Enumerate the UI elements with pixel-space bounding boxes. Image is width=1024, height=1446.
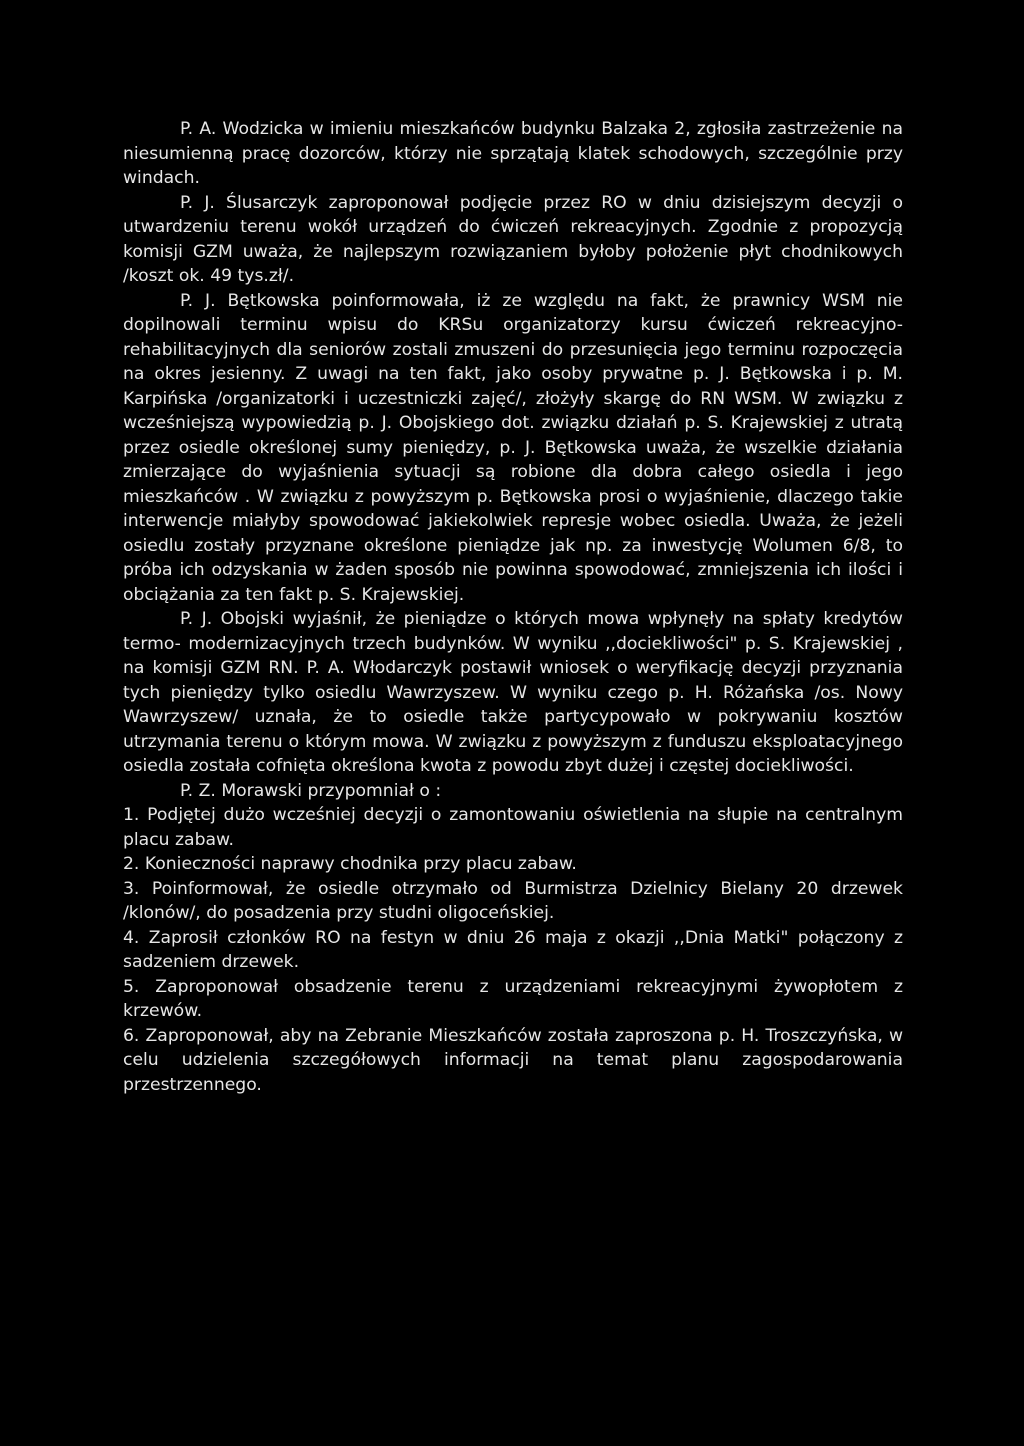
list-item-1: 1. Podjętej dużo wcześniej decyzji o zamontowaniu oświetlenia na słupie na centralnym placu zabaw.: [123, 805, 903, 850]
list-item-6: 6. Zaproponował, aby na Zebranie Mieszkańców została zaproszona p. H. Troszczyńska, w celu udzielenia szczegółowych informacji na temat planu zagospodarowania przestrzennego.: [123, 1025, 903, 1095]
list-item-2: 2. Konieczności naprawy chodnika przy placu zabaw.: [123, 854, 577, 874]
paragraph-wodzicka: P. A. Wodzicka w imieniu mieszkańców budynku Balzaka 2, zgłosiła zastrzeżenie na niesumienną pracę dozorców, którzy nie sprzątają klatek schodowych, szczególnie przy windach.: [123, 119, 903, 188]
paragraph-morawski: P. Z. Morawski przypomniał o :: [180, 780, 442, 801]
paragraph-obojski: P. J. Obojski wyjaśnił, że pieniądze o których mowa wpłynęły na spłaty kredytów termo- modernizacyjnych trzech budynków. W wyniku ,,dociekliwości" p. S. Krajewskiej , na komisji GZM RN. P. A. Włodarczyk postawił wniosek o weryfikację decyzji przyznania tych pieniędzy tylko osiedlu Wawrzyszew. W wyniku czego p. H. Różańska /os. Nowy Wawrzyszew/ uznała, że to osiedle także partycypowało w pokrywaniu kosztów utrzymania terenu o którym mowa. W związku z powyższym z funduszu eksploatacyjnego osiedla została cofnięta określona kwota z powodu zbyt dużej i częstej dociekliwości.: [123, 609, 903, 776]
paragraph-betkowska: P. J. Bętkowska poinformowała, iż ze względu na fakt, że prawnicy WSM nie dopilnowali terminu wpisu do KRSu organizatorzy kursu ćwiczeń rekreacyjno-rehabilitacyjnych dla seniorów zostali zmuszeni do przesunięcia jego terminu rozpoczęcia na okres jesienny. Z uwagi na ten fakt, jako osoby prywatne p. J. Bętkowska i p. M. Karpińska /organizatorki i uczestniczki zajęć/, złożyły skargę do RN WSM. W związku z wcześniejszą wypowiedzią p. J. Obojskiego dot. związku działań p. S. Krajewskiej z utratą przez osiedle określonej sumy pieniędzy, p. J. Bętkowska uważa, że wszelkie działania zmierzające do wyjaśnienia sytuacji są robione dla dobra całego osiedla i jego mieszkańców . W związku z powyższym p. Bętkowska prosi o wyjaśnienie, dlaczego takie interwencje miałyby spowodować jakiekolwiek represje wobec osiedla. Uważa, że jeżeli osiedlu zostały przyznane określone pieniądze jak np. za inwestycję Wolumen 6/8, to próba ich odzyskania w żaden sposób nie powinna spowodować, zmniejszenia ich ilości i obciążania za ten fakt p. S. Krajewskiej.: [123, 290, 903, 605]
list-item-4: 4. Zaprosił członków RO na festyn w dniu 26 maja z okazji ,,Dnia Matki" połączony z sadzeniem drzewek.: [123, 927, 903, 972]
paragraph-slusarczyk: P. J. Ślusarczyk zaproponował podjęcie przez RO w dniu dzisiejszym decyzji o utwardzeniu terenu wokół urządzeń do ćwiczeń rekreacyjnych. Zgodnie z propozycją komisji GZM uważa, że najlepszym rozwiązaniem byłoby położenie płyt chodnikowych /koszt ok. 49 tys.zł/.: [123, 192, 903, 286]
list-item-5: 5. Zaproponował obsadzenie terenu z urządzeniami rekreacyjnymi żywopłotem z krzewów.: [123, 976, 903, 1021]
document-page: [123, 117, 903, 1097]
list-item-3: 3. Poinformował, że osiedle otrzymało od Burmistrza Dzielnicy Bielany 20 drzewek /klonów/, do posadzenia przy studni oligoceńskiej.: [123, 878, 903, 923]
